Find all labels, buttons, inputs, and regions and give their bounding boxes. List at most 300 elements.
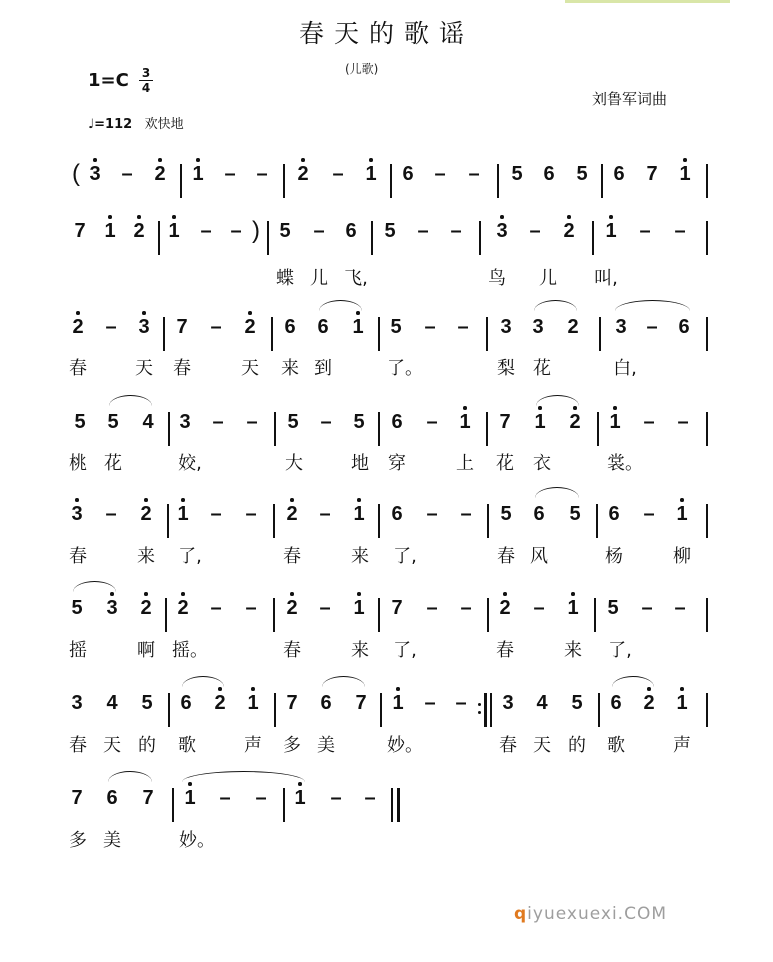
- note-digit: 5: [384, 220, 396, 242]
- note-digit: 7: [391, 597, 403, 619]
- dash: [255, 784, 266, 812]
- sustain-dash: –: [643, 503, 655, 525]
- note-digit: 2: [643, 692, 655, 714]
- note: [677, 160, 693, 188]
- barline: [706, 504, 708, 538]
- lyric-char: 美: [317, 735, 335, 756]
- note-digit: 1: [676, 503, 688, 525]
- lyric-char: 杨: [605, 546, 623, 567]
- note-digit: 2: [140, 503, 152, 525]
- note-digit: 3: [71, 692, 83, 714]
- slur: [73, 581, 116, 592]
- lyric-char: 春: [283, 640, 301, 661]
- dash: [426, 594, 437, 622]
- note-digit: 2: [569, 411, 581, 433]
- note: [509, 160, 525, 188]
- sustain-dash: –: [677, 411, 689, 433]
- high-octave-dot: [680, 687, 684, 691]
- note-digit: 1: [353, 597, 365, 619]
- barline: [378, 412, 380, 446]
- dash: [230, 217, 241, 245]
- note: [676, 313, 692, 341]
- dash: [219, 784, 230, 812]
- note-digit: 4: [106, 692, 118, 714]
- lyric-char: 裳。: [607, 453, 643, 474]
- note: [140, 408, 156, 436]
- lyric-char: 地: [351, 453, 369, 474]
- notation-line-8: [0, 784, 773, 824]
- note-digit: 1: [679, 163, 691, 185]
- high-octave-dot: [251, 687, 255, 691]
- lyric-char: 来: [351, 640, 369, 661]
- barline: [706, 598, 708, 632]
- note: [644, 160, 660, 188]
- note-digit: 2: [244, 316, 256, 338]
- note-digit: 1: [168, 220, 180, 242]
- note: [105, 408, 121, 436]
- note-digit: 7: [142, 787, 154, 809]
- barline: [168, 412, 170, 446]
- high-octave-dot: [218, 687, 222, 691]
- tempo-text: 欢快地: [144, 117, 184, 132]
- note: [277, 217, 293, 245]
- notation-line-1: [0, 160, 773, 200]
- sustain-dash: –: [364, 787, 376, 809]
- note: [69, 500, 85, 528]
- note: [351, 408, 367, 436]
- sustain-dash: –: [210, 503, 222, 525]
- lyric-char: 春: [497, 546, 515, 567]
- dash: [674, 217, 685, 245]
- barline: [601, 164, 603, 198]
- note-digit: 6: [345, 220, 357, 242]
- high-octave-dot: [396, 687, 400, 691]
- high-octave-dot: [137, 215, 141, 219]
- high-octave-dot: [609, 215, 613, 219]
- note-digit: 6: [391, 503, 403, 525]
- note: [285, 408, 301, 436]
- paren: [72, 160, 80, 188]
- note: [382, 217, 398, 245]
- barline: [163, 317, 165, 351]
- dash: [434, 160, 445, 188]
- sustain-dash: –: [105, 316, 117, 338]
- watermark-logo-letter: q: [514, 904, 528, 924]
- dash: [677, 408, 688, 436]
- note: [242, 313, 258, 341]
- note: [102, 217, 118, 245]
- barline: [167, 504, 169, 538]
- sustain-dash: –: [319, 503, 331, 525]
- note: [390, 689, 406, 717]
- sustain-dash: –: [313, 220, 325, 242]
- dash: [210, 500, 221, 528]
- lyric-char: 儿: [539, 268, 557, 289]
- sustain-dash: –: [210, 597, 222, 619]
- sustain-dash: –: [460, 597, 472, 619]
- barline: [479, 221, 481, 255]
- note-digit: 5: [74, 411, 86, 433]
- note: [152, 160, 168, 188]
- top-decoration-strip: [565, 0, 730, 3]
- barline: [390, 164, 392, 198]
- barline: [267, 221, 269, 255]
- slur: [108, 771, 152, 782]
- dash: [224, 160, 235, 188]
- note-digit: 3: [106, 597, 118, 619]
- double-barline: [397, 788, 400, 822]
- note: [178, 689, 194, 717]
- dash: [210, 313, 221, 341]
- note: [561, 217, 577, 245]
- note: [140, 784, 156, 812]
- barline: [172, 788, 174, 822]
- dash: [424, 689, 435, 717]
- lyric-char: 妙。: [387, 735, 423, 756]
- high-octave-dot: [357, 592, 361, 596]
- note: [569, 689, 585, 717]
- note-digit: 6: [678, 316, 690, 338]
- note-digit: 5: [279, 220, 291, 242]
- note: [318, 689, 334, 717]
- lyric-char: 春: [69, 735, 87, 756]
- dash: [533, 594, 544, 622]
- high-octave-dot: [110, 592, 114, 596]
- dash: [450, 217, 461, 245]
- note: [315, 313, 331, 341]
- lyric-char: 衣: [533, 453, 551, 474]
- high-octave-dot: [647, 687, 651, 691]
- lyric-char: 桃: [69, 453, 87, 474]
- sustain-dash: –: [246, 411, 258, 433]
- high-octave-dot: [613, 406, 617, 410]
- note-digit: 7: [176, 316, 188, 338]
- high-octave-dot: [356, 311, 360, 315]
- high-octave-dot: [298, 782, 302, 786]
- note: [72, 408, 88, 436]
- slur: [182, 676, 224, 687]
- note-digit: 1: [184, 787, 196, 809]
- note: [363, 160, 379, 188]
- high-octave-dot: [573, 406, 577, 410]
- note: [605, 594, 621, 622]
- lyric-char: 了。: [387, 358, 423, 379]
- note-digit: 6: [391, 411, 403, 433]
- note-digit: 7: [71, 787, 83, 809]
- note: [565, 313, 581, 341]
- high-octave-dot: [181, 498, 185, 502]
- note-digit: 1: [365, 163, 377, 185]
- barline: [497, 164, 499, 198]
- note-digit: 5: [353, 411, 365, 433]
- note: [295, 160, 311, 188]
- lyric-char: 天: [241, 358, 259, 379]
- high-octave-dot: [290, 498, 294, 502]
- dash: [200, 217, 211, 245]
- time-signature: [139, 66, 153, 95]
- lyric-char: 多: [283, 735, 301, 756]
- dash: [332, 160, 343, 188]
- note: [175, 594, 191, 622]
- note-digit: 6: [613, 163, 625, 185]
- dash: [121, 160, 132, 188]
- high-octave-dot: [567, 215, 571, 219]
- lyric-char: 花: [533, 358, 551, 379]
- sustain-dash: –: [332, 163, 344, 185]
- note: [641, 689, 657, 717]
- sustain-dash: –: [212, 411, 224, 433]
- barline: [378, 504, 380, 538]
- lyric-char: 花: [104, 453, 122, 474]
- note: [69, 689, 85, 717]
- note: [389, 408, 405, 436]
- lyric-char: 叫,: [594, 268, 618, 289]
- note-digit: 2: [499, 597, 511, 619]
- note-digit: 5: [500, 503, 512, 525]
- lyric-char: 花: [496, 453, 514, 474]
- notation-line-4: [0, 408, 773, 448]
- sustain-dash: –: [674, 220, 686, 242]
- slur: [322, 676, 365, 687]
- dash: [643, 500, 654, 528]
- dash: [457, 313, 468, 341]
- note-digit: 2: [286, 597, 298, 619]
- note-digit: 7: [74, 220, 86, 242]
- note: [245, 689, 261, 717]
- barline: [165, 598, 167, 632]
- note-digit: 3: [138, 316, 150, 338]
- high-octave-dot: [144, 498, 148, 502]
- composer-credit: 刘鲁军词曲: [592, 90, 668, 108]
- note: [565, 594, 581, 622]
- note: [532, 408, 548, 436]
- lyric-char: 春: [496, 640, 514, 661]
- note-digit: 1: [104, 220, 116, 242]
- dash: [313, 217, 324, 245]
- dash: [646, 313, 657, 341]
- note-digit: 5: [141, 692, 153, 714]
- barline: [283, 788, 285, 822]
- note-digit: 5: [576, 163, 588, 185]
- dash: [417, 217, 428, 245]
- note: [175, 500, 191, 528]
- note: [212, 689, 228, 717]
- high-octave-dot: [196, 158, 200, 162]
- lyric-char: 了,: [393, 546, 417, 567]
- barline: [598, 693, 600, 727]
- slur: [109, 395, 152, 406]
- lyric-char: 了,: [608, 640, 632, 661]
- barline: [273, 504, 275, 538]
- high-octave-dot: [683, 158, 687, 162]
- note-digit: 1: [247, 692, 259, 714]
- high-octave-dot: [571, 592, 575, 596]
- dash: [455, 689, 466, 717]
- note-digit: 3: [502, 692, 514, 714]
- note: [541, 160, 557, 188]
- lyric-char: 大: [285, 453, 303, 474]
- sustain-dash: –: [230, 220, 242, 242]
- dash: [245, 500, 256, 528]
- slur: [615, 300, 690, 311]
- lyric-char: 来: [351, 546, 369, 567]
- dash: [256, 160, 267, 188]
- sustain-dash: –: [200, 220, 212, 242]
- dash: [639, 217, 650, 245]
- note: [388, 313, 404, 341]
- note: [284, 594, 300, 622]
- parenthesis: ): [252, 217, 260, 244]
- note-digit: 1: [192, 163, 204, 185]
- dash: [319, 594, 330, 622]
- note-digit: 1: [459, 411, 471, 433]
- note: [351, 500, 367, 528]
- note: [87, 160, 103, 188]
- note-digit: 6: [180, 692, 192, 714]
- note: [607, 408, 623, 436]
- high-octave-dot: [680, 498, 684, 502]
- lyric-char: 的: [568, 735, 586, 756]
- note: [69, 784, 85, 812]
- high-octave-dot: [500, 215, 504, 219]
- double-barline: [484, 693, 487, 727]
- note: [177, 408, 193, 436]
- note: [674, 500, 690, 528]
- high-octave-dot: [108, 215, 112, 219]
- sustain-dash: –: [255, 787, 267, 809]
- note: [72, 217, 88, 245]
- dash: [319, 500, 330, 528]
- note: [498, 313, 514, 341]
- note-digit: 2: [72, 316, 84, 338]
- lyric-char: 春: [283, 546, 301, 567]
- dash: [674, 594, 685, 622]
- high-octave-dot: [188, 782, 192, 786]
- note: [182, 784, 198, 812]
- note: [611, 160, 627, 188]
- sustain-dash: –: [224, 163, 236, 185]
- sustain-dash: –: [450, 220, 462, 242]
- sustain-dash: –: [468, 163, 480, 185]
- note-digit: 5: [287, 411, 299, 433]
- note-digit: 3: [500, 316, 512, 338]
- notation-line-7: [0, 689, 773, 729]
- note: [534, 689, 550, 717]
- note-digit: 2: [177, 597, 189, 619]
- slur: [534, 300, 577, 311]
- lyric-char: 天: [533, 735, 551, 756]
- barline: [380, 693, 382, 727]
- lyric-char: 多: [69, 830, 87, 851]
- note-digit: 1: [609, 411, 621, 433]
- slur: [182, 771, 305, 782]
- sustain-dash: –: [529, 220, 541, 242]
- dash: [424, 313, 435, 341]
- note: [500, 689, 516, 717]
- note-digit: 7: [286, 692, 298, 714]
- high-octave-dot: [76, 311, 80, 315]
- dash: [210, 594, 221, 622]
- barline: [487, 504, 489, 538]
- lyric-char: 柳: [673, 546, 691, 567]
- barline: [487, 598, 489, 632]
- watermark-text: iyuexuexi.COM: [527, 904, 667, 924]
- barline: [706, 412, 708, 446]
- note-digit: 5: [569, 503, 581, 525]
- note: [494, 217, 510, 245]
- note-digit: 4: [536, 692, 548, 714]
- note-digit: 3: [615, 316, 627, 338]
- notation-line-3: [0, 313, 773, 353]
- lyric-char: 歌: [607, 735, 625, 756]
- high-octave-dot: [75, 498, 79, 502]
- repeat-sign: [478, 698, 481, 719]
- note: [139, 689, 155, 717]
- note: [138, 594, 154, 622]
- lyric-char: 摇: [69, 640, 87, 661]
- note-digit: 6: [608, 503, 620, 525]
- high-octave-dot: [463, 406, 467, 410]
- note: [389, 500, 405, 528]
- high-octave-dot: [181, 592, 185, 596]
- note: [69, 594, 85, 622]
- note: [292, 784, 308, 812]
- note-digit: 5: [511, 163, 523, 185]
- sustain-dash: –: [210, 316, 222, 338]
- lyric-char: 春: [173, 358, 191, 379]
- note: [353, 689, 369, 717]
- notation-line-5: [0, 500, 773, 540]
- note: [284, 689, 300, 717]
- note-digit: 2: [133, 220, 145, 242]
- sustain-dash: –: [426, 411, 438, 433]
- note-digit: 6: [543, 163, 555, 185]
- barline: [706, 221, 708, 255]
- lyric-char: 到: [314, 358, 332, 379]
- note-digit: 1: [605, 220, 617, 242]
- lyric-char: 梨: [497, 358, 515, 379]
- lyric-char: 姣,: [178, 453, 202, 474]
- sustain-dash: –: [105, 503, 117, 525]
- dash: [105, 313, 116, 341]
- high-octave-dot: [144, 592, 148, 596]
- note: [138, 500, 154, 528]
- lyric-char: 美: [103, 830, 121, 851]
- dash: [320, 408, 331, 436]
- note-digit: 1: [534, 411, 546, 433]
- slur: [535, 487, 579, 498]
- sustain-dash: –: [219, 787, 231, 809]
- tempo-value: ♩=112: [88, 117, 133, 132]
- note-digit: 1: [177, 503, 189, 525]
- high-octave-dot: [357, 498, 361, 502]
- note-digit: 6: [320, 692, 332, 714]
- dash: [212, 408, 223, 436]
- slur: [612, 676, 654, 687]
- note: [608, 689, 624, 717]
- high-octave-dot: [93, 158, 97, 162]
- sustain-dash: –: [434, 163, 446, 185]
- sustain-dash: –: [455, 692, 467, 714]
- sustain-dash: –: [121, 163, 133, 185]
- sustain-dash: –: [643, 411, 655, 433]
- note-digit: 6: [284, 316, 296, 338]
- lyric-char: 声: [244, 735, 262, 756]
- sustain-dash: –: [457, 316, 469, 338]
- site-watermark: [514, 904, 667, 924]
- barline: [283, 164, 285, 198]
- lyric-char: 春: [69, 358, 87, 379]
